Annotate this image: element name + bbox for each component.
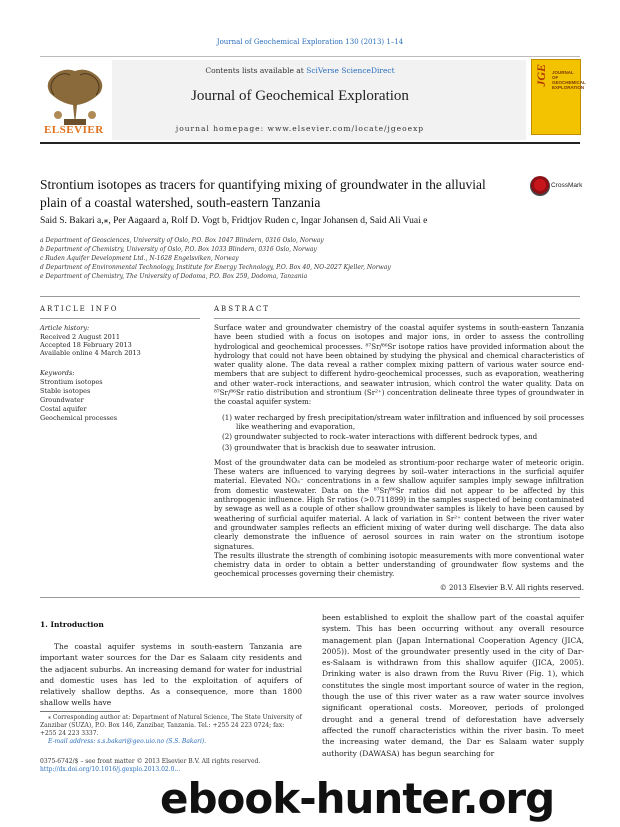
doi-link[interactable]: http://dx.doi.org/10.1016/j.gexplo.2013.02.0... xyxy=(40,766,181,773)
journal-title: Journal of Geochemical Exploration xyxy=(191,88,409,104)
crossmark-label[interactable]: CrossMark xyxy=(551,182,583,189)
watermark-text: ebook-hunter.org xyxy=(160,774,555,823)
history-received: Received 2 August 2011 xyxy=(40,333,121,341)
keyword-item: Groundwater xyxy=(40,396,84,404)
crossmark-icon[interactable] xyxy=(530,176,550,196)
paper-title: Strontium isotopes as tracers for quantifying mixing of groundwater in the alluvial plain of a coastal watershed, south-eastern Tanzania xyxy=(40,177,486,210)
affiliation-d: d Department of Environmental Technology, Institute for Energy Technology, P.O. Box 40, NO-2027 Kjeller, Norway xyxy=(40,264,391,271)
keyword-item: Stable isotopes xyxy=(40,387,91,395)
author-list: Said S. Bakari a,⁎, Per Aagaard a, Rolf D. Vogt b, Fridtjov Ruden c, Ingar Johansen d, Said Ali Vuai e xyxy=(40,216,428,226)
header-bottom-rule xyxy=(40,142,580,144)
email-address[interactable]: E-mail address: s.s.bakari@geo.uio.no (S.S. Bakari). xyxy=(48,738,207,745)
history-accepted: Accepted 18 February 2013 xyxy=(40,341,132,349)
elsevier-tree-logo xyxy=(40,60,110,134)
journal-reference[interactable]: Journal of Geochemical Exploration 130 (2013) 1–14 xyxy=(216,38,404,46)
article-info-heading: ARTICLE INFO xyxy=(40,305,119,313)
affiliation-a: a Department of Geosciences, University of Oslo, P.O. Box 1047 Blindern, 0316 Oslo, Norway xyxy=(40,237,324,244)
header-top-rule xyxy=(40,56,580,57)
footnote-rule xyxy=(40,711,120,712)
elsevier-wordmark: ELSEVIER xyxy=(44,124,104,136)
article-info-rule xyxy=(40,318,200,319)
abstract-bottom-rule xyxy=(40,597,580,598)
introduction-heading: 1. Introduction xyxy=(40,620,104,629)
issn-doi-block xyxy=(40,758,340,774)
keyword-item: Costal aquifer xyxy=(40,405,87,413)
keyword-item: Geochemical processes xyxy=(40,414,118,422)
cover-text: JOURNAL OF GEOCHEMICAL EXPLORATION xyxy=(552,70,586,90)
abstract-body xyxy=(214,323,584,579)
keyword-item: Strontium isotopes xyxy=(40,378,103,386)
affiliation-b: b Department of Chemistry, University of Oslo, P.O. Box 1033 Blindern, 0316 Oslo, Norway xyxy=(40,246,317,253)
abstract-heading: ABSTRACT xyxy=(214,305,271,313)
cover-letters: JGE xyxy=(534,64,548,87)
abstract-paragraph-3: The results illustrate the strength of combining isotopic measurements with more conventional water chemistry data in order to obtain a better understanding of groundwater flow systems and the geochemical processes governing their chemistry. xyxy=(214,550,584,579)
abstract-paragraph-1: Surface water and groundwater chemistry of the coastal aquifer systems in south-eastern Tanzania have been studied with a focus on isotopes and major ions, in order to assess the controlling hydrological and geochemical processes. ⁸⁷Sr/⁸⁶Sr isotope ratios have provided information about the hydrology that could not have been obtained by studying the physical and chemical characteristics of water quality alone. The data reveal a rather complex mixing pattern of various water source end-members that are subject to different hydro-geochemical processes, such as evaporation, weathering and other water–rock interactions, and seawater intrusion, which control the water quality. Data on ⁸⁷Sr/⁸⁶Sr ratio distribution and strontium (Sr²⁺) concentration delineate three types of groundwater in the coastal aquifer system: xyxy=(214,323,584,407)
abstract-list-item: (3) groundwater that is brackish due to seawater intrusion. xyxy=(222,442,436,452)
body-column-left: The coastal aquifer systems in south-eastern Tanzania are important water sources for the Dar es Salaam city residents and the adjacent suburbs. An increasing demand for water for industrial and domestic uses has led to the exploitation of aquifers of relatively shallow depths. As a consequence, more than 1800 shallow wells have xyxy=(40,642,302,708)
body-column-right: been established to exploit the shallow part of the coastal aquifer system. This has been occurring without any overall resource management plan (Japan International Cooperation Agency (JICA, 2005)). Most of the groundwater presently used in the city of Dar-es-Salaam is withdrawn from this shallow aquifer (JICA, 2005). Drinking water is also drawn from the Ruvu River (Fig. 1), which constitutes the single most important source of water in the region, though the use of this river water as a raw water source involves significant operational costs. Moreover, periods of prolonged drought and a general trend of deforestation have adversely affected the runoff characteristics within the river basin. To meet the increasing water demand, the Dar es Salaam water supply authority (DAWASA) has begun searching for xyxy=(322,613,584,758)
abstract-list-item: (1) water recharged by fresh precipitation/stream water infiltration and influenced by soil processes like weathering and evaporation, xyxy=(222,412,584,431)
abstract-list-item: (2) groundwater subjected to rock–water interactions with different bedrock types, and xyxy=(222,432,538,442)
copyright-notice: © 2013 Elsevier B.V. All rights reserved. xyxy=(439,584,584,592)
journal-homepage[interactable]: journal homepage: www.elsevier.com/locate/jgeoexp xyxy=(175,124,425,133)
footnote-text: ⁎ Corresponding author at: Department of Natural Science, The State University of Zanzibar (SUZA), P.O. Box 146, Zanzibar, Tanzania. Tel.: +255 24 223 0724; fax: +255 24 223 3337. xyxy=(40,714,302,737)
issn-line: 0375-6742/$ – see front matter © 2013 Elsevier B.V. All rights reserved. xyxy=(40,758,261,765)
section-divider xyxy=(40,296,580,297)
corresponding-author-footnote xyxy=(40,714,302,746)
contents-line xyxy=(120,66,480,75)
sciencedirect-link[interactable]: SciVerse ScienceDirect xyxy=(306,66,395,75)
affiliation-c: c Ruden Aquifer Development Ltd., N-1628 Engelsviken, Norway xyxy=(40,255,239,262)
history-label: Article history: xyxy=(40,324,90,332)
contents-prefix: Contents lists available at xyxy=(205,66,307,75)
abstract-paragraph-2: Most of the groundwater data can be modeled as strontium-poor recharge water of meteoric origin. These waters are influenced to varying degrees by soil–water interactions in the surficial aquifer material. Elevated NO₃⁻ concentrations in a few shallow aquifer samples imply sewage infiltration from domestic wastewater. Data on the ⁸⁷Sr/⁸⁶Sr ratios did not appear to be affected by this anthropogenic influence. High Sr ratios (>0.711899) in the samples suspected of being contaminated by sewage as well as a couple of other shallow groundwater samples is likely to have been caused by weathering of surficial aquifer material. A lack of variation in Sr²⁺ content between the river water and groundwater samples reflects an efficient mixing of water during well discharge. The data also clearly demonstrate the influence of aerosol sources in rain water on the strontium isotope signatures. xyxy=(214,457,584,551)
abstract-list xyxy=(214,413,584,452)
affiliation-e: e Department of Chemistry, The University of Dodoma, P.O. Box 259, Dodoma, Tanzania xyxy=(40,273,308,280)
history-online: Available online 4 March 2013 xyxy=(40,349,141,357)
abstract-rule xyxy=(214,318,580,319)
keywords-label: Keywords: xyxy=(40,369,75,377)
